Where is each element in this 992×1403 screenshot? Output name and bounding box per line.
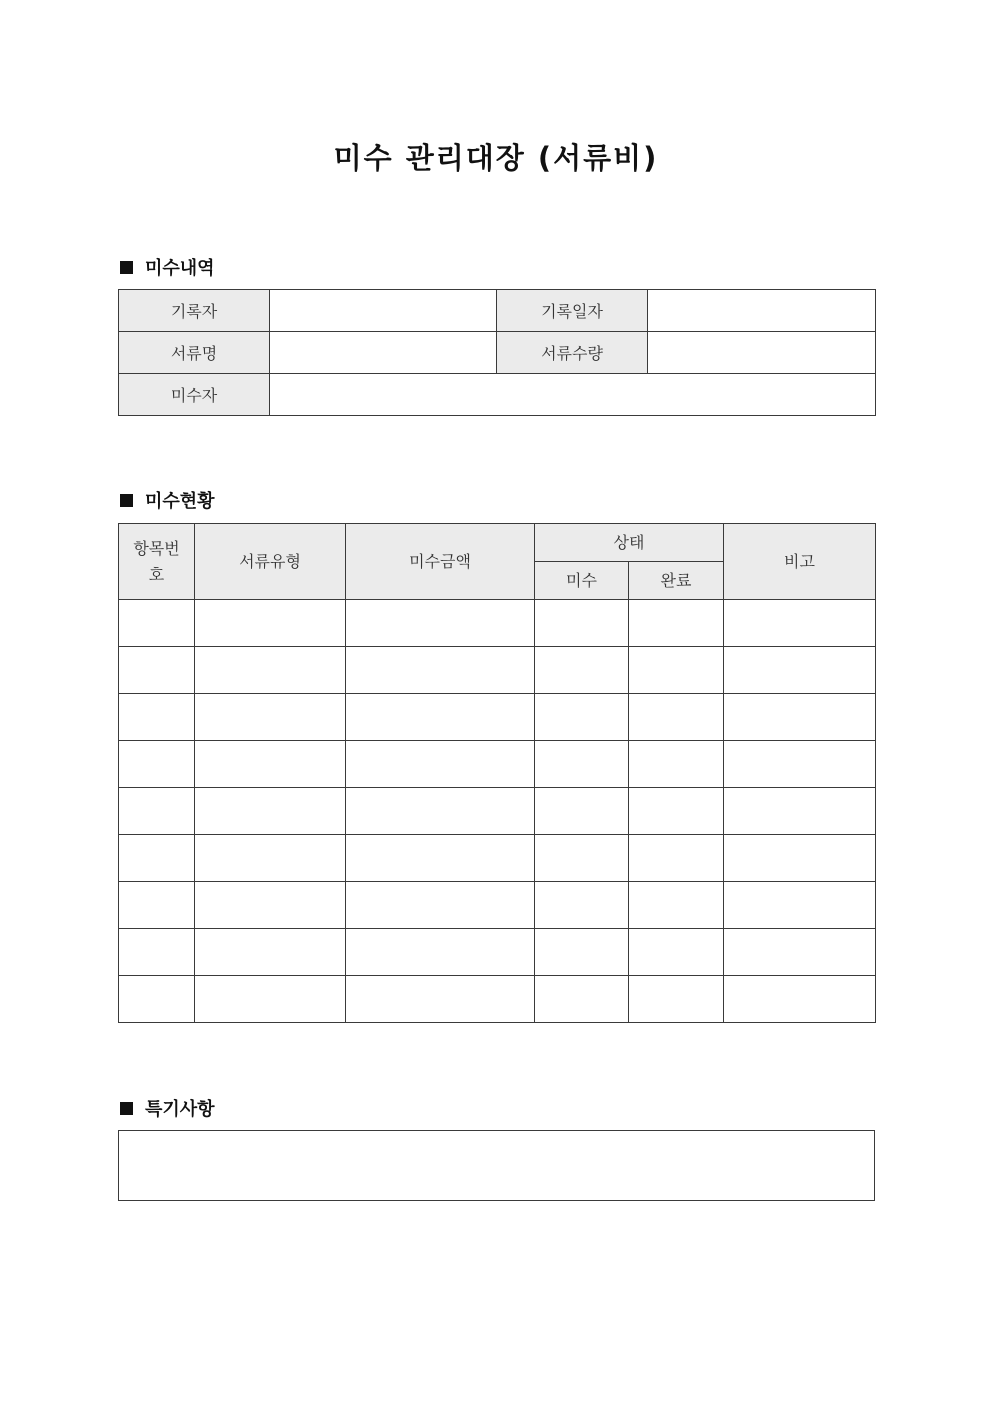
section-title-notes: 특기사항	[145, 1099, 215, 1120]
amount-cell[interactable]	[346, 600, 535, 647]
table-row	[119, 600, 876, 647]
section-heading-details	[120, 254, 215, 280]
unpaid-cell[interactable]	[535, 788, 629, 835]
table-row	[119, 882, 876, 929]
table-row	[119, 374, 876, 416]
remark-cell[interactable]	[724, 788, 876, 835]
debtor-field[interactable]	[270, 374, 876, 416]
unpaid-cell[interactable]	[535, 976, 629, 1023]
doc-type-cell[interactable]	[195, 647, 346, 694]
amount-cell[interactable]	[346, 835, 535, 882]
remark-cell[interactable]	[724, 694, 876, 741]
doc-type-cell[interactable]	[195, 882, 346, 929]
unpaid-header: 미수	[535, 562, 629, 600]
item-no-cell[interactable]	[119, 694, 195, 741]
unpaid-cell[interactable]	[535, 835, 629, 882]
table-row	[119, 741, 876, 788]
remark-cell[interactable]	[724, 600, 876, 647]
table-row	[119, 694, 876, 741]
section-title-status: 미수현황	[145, 491, 215, 512]
remark-cell[interactable]	[724, 741, 876, 788]
done-cell[interactable]	[629, 835, 724, 882]
square-bullet-icon	[120, 261, 133, 274]
status-table	[118, 523, 876, 1023]
item-no-cell[interactable]	[119, 741, 195, 788]
remark-cell[interactable]	[724, 929, 876, 976]
document-name-label: 서류명	[119, 332, 270, 374]
item-no-cell[interactable]	[119, 835, 195, 882]
amount-cell[interactable]	[346, 647, 535, 694]
remark-cell[interactable]	[724, 882, 876, 929]
unpaid-cell[interactable]	[535, 929, 629, 976]
unpaid-cell[interactable]	[535, 647, 629, 694]
record-date-label: 기록일자	[497, 290, 648, 332]
doc-type-cell[interactable]	[195, 600, 346, 647]
table-row	[119, 332, 876, 374]
done-cell[interactable]	[629, 600, 724, 647]
section-heading-status	[120, 487, 215, 513]
amount-cell[interactable]	[346, 741, 535, 788]
item-no-cell[interactable]	[119, 929, 195, 976]
table-header-row	[119, 524, 876, 562]
amount-cell[interactable]	[346, 929, 535, 976]
unpaid-cell[interactable]	[535, 882, 629, 929]
section-heading-notes	[120, 1095, 215, 1121]
item-no-cell[interactable]	[119, 976, 195, 1023]
square-bullet-icon	[120, 1102, 133, 1115]
section-title-details: 미수내역	[145, 258, 215, 279]
doc-type-cell[interactable]	[195, 835, 346, 882]
item-no-cell[interactable]	[119, 600, 195, 647]
document-name-field[interactable]	[270, 332, 497, 374]
document-qty-label: 서류수량	[497, 332, 648, 374]
document-qty-field[interactable]	[648, 332, 876, 374]
doc-type-cell[interactable]	[195, 976, 346, 1023]
debtor-label: 미수자	[119, 374, 270, 416]
item-no-cell[interactable]	[119, 882, 195, 929]
done-cell[interactable]	[629, 929, 724, 976]
table-row	[119, 788, 876, 835]
unpaid-cell[interactable]	[535, 694, 629, 741]
notes-box[interactable]	[118, 1130, 875, 1201]
page-title: 미수 관리대장 (서류비)	[333, 141, 659, 175]
remark-header: 비고	[724, 524, 876, 600]
doc-type-header: 서류유형	[195, 524, 346, 600]
item-no-cell[interactable]	[119, 788, 195, 835]
recorder-field[interactable]	[270, 290, 497, 332]
state-header: 상태	[535, 524, 724, 562]
done-cell[interactable]	[629, 976, 724, 1023]
table-row	[119, 290, 876, 332]
details-table	[118, 289, 876, 416]
table-row	[119, 835, 876, 882]
amount-header: 미수금액	[346, 524, 535, 600]
unpaid-cell[interactable]	[535, 600, 629, 647]
done-header: 완료	[629, 562, 724, 600]
amount-cell[interactable]	[346, 882, 535, 929]
item-no-header: 항목번호	[119, 524, 195, 600]
done-cell[interactable]	[629, 647, 724, 694]
done-cell[interactable]	[629, 882, 724, 929]
remark-cell[interactable]	[724, 835, 876, 882]
item-no-cell[interactable]	[119, 647, 195, 694]
remark-cell[interactable]	[724, 647, 876, 694]
doc-type-cell[interactable]	[195, 694, 346, 741]
recorder-label: 기록자	[119, 290, 270, 332]
done-cell[interactable]	[629, 788, 724, 835]
doc-type-cell[interactable]	[195, 788, 346, 835]
done-cell[interactable]	[629, 741, 724, 788]
done-cell[interactable]	[629, 694, 724, 741]
table-row	[119, 976, 876, 1023]
status-table-body	[119, 600, 876, 1023]
unpaid-cell[interactable]	[535, 741, 629, 788]
doc-type-cell[interactable]	[195, 929, 346, 976]
amount-cell[interactable]	[346, 694, 535, 741]
remark-cell[interactable]	[724, 976, 876, 1023]
doc-type-cell[interactable]	[195, 741, 346, 788]
record-date-field[interactable]	[648, 290, 876, 332]
amount-cell[interactable]	[346, 976, 535, 1023]
square-bullet-icon	[120, 494, 133, 507]
table-row	[119, 647, 876, 694]
table-row	[119, 929, 876, 976]
amount-cell[interactable]	[346, 788, 535, 835]
